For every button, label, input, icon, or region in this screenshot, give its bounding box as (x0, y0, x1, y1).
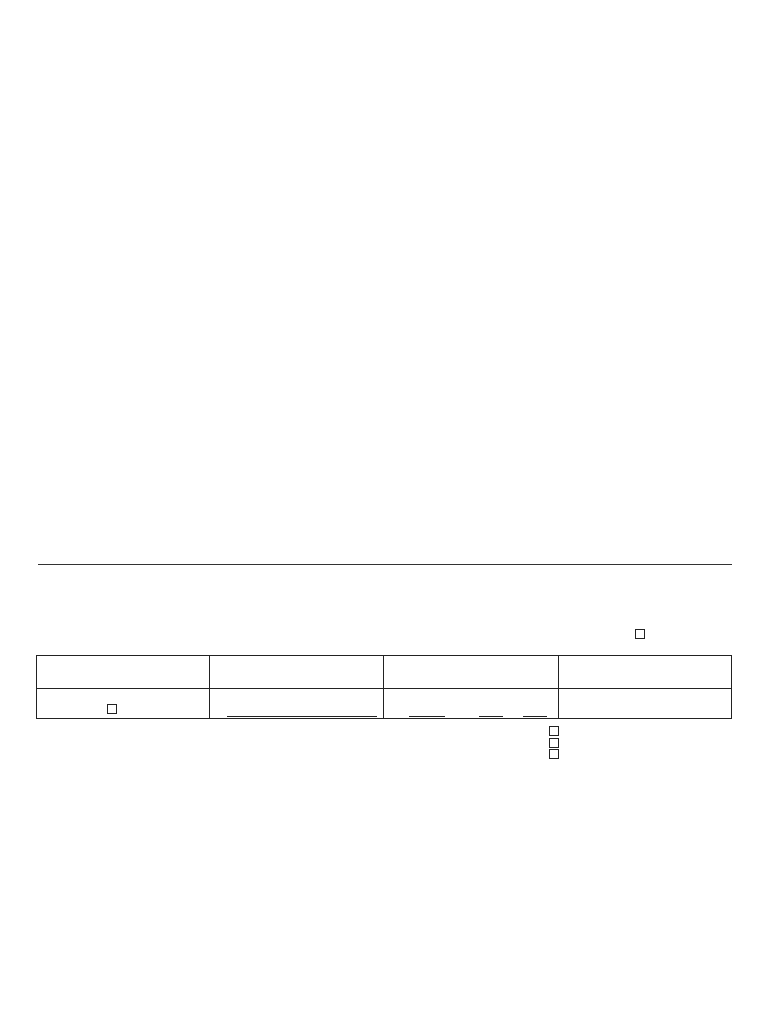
fringe-cash-checkbox[interactable] (549, 726, 559, 736)
fringe-cash-approved-checkbox[interactable] (549, 749, 559, 759)
fringe-approved-checkbox[interactable] (549, 738, 559, 748)
